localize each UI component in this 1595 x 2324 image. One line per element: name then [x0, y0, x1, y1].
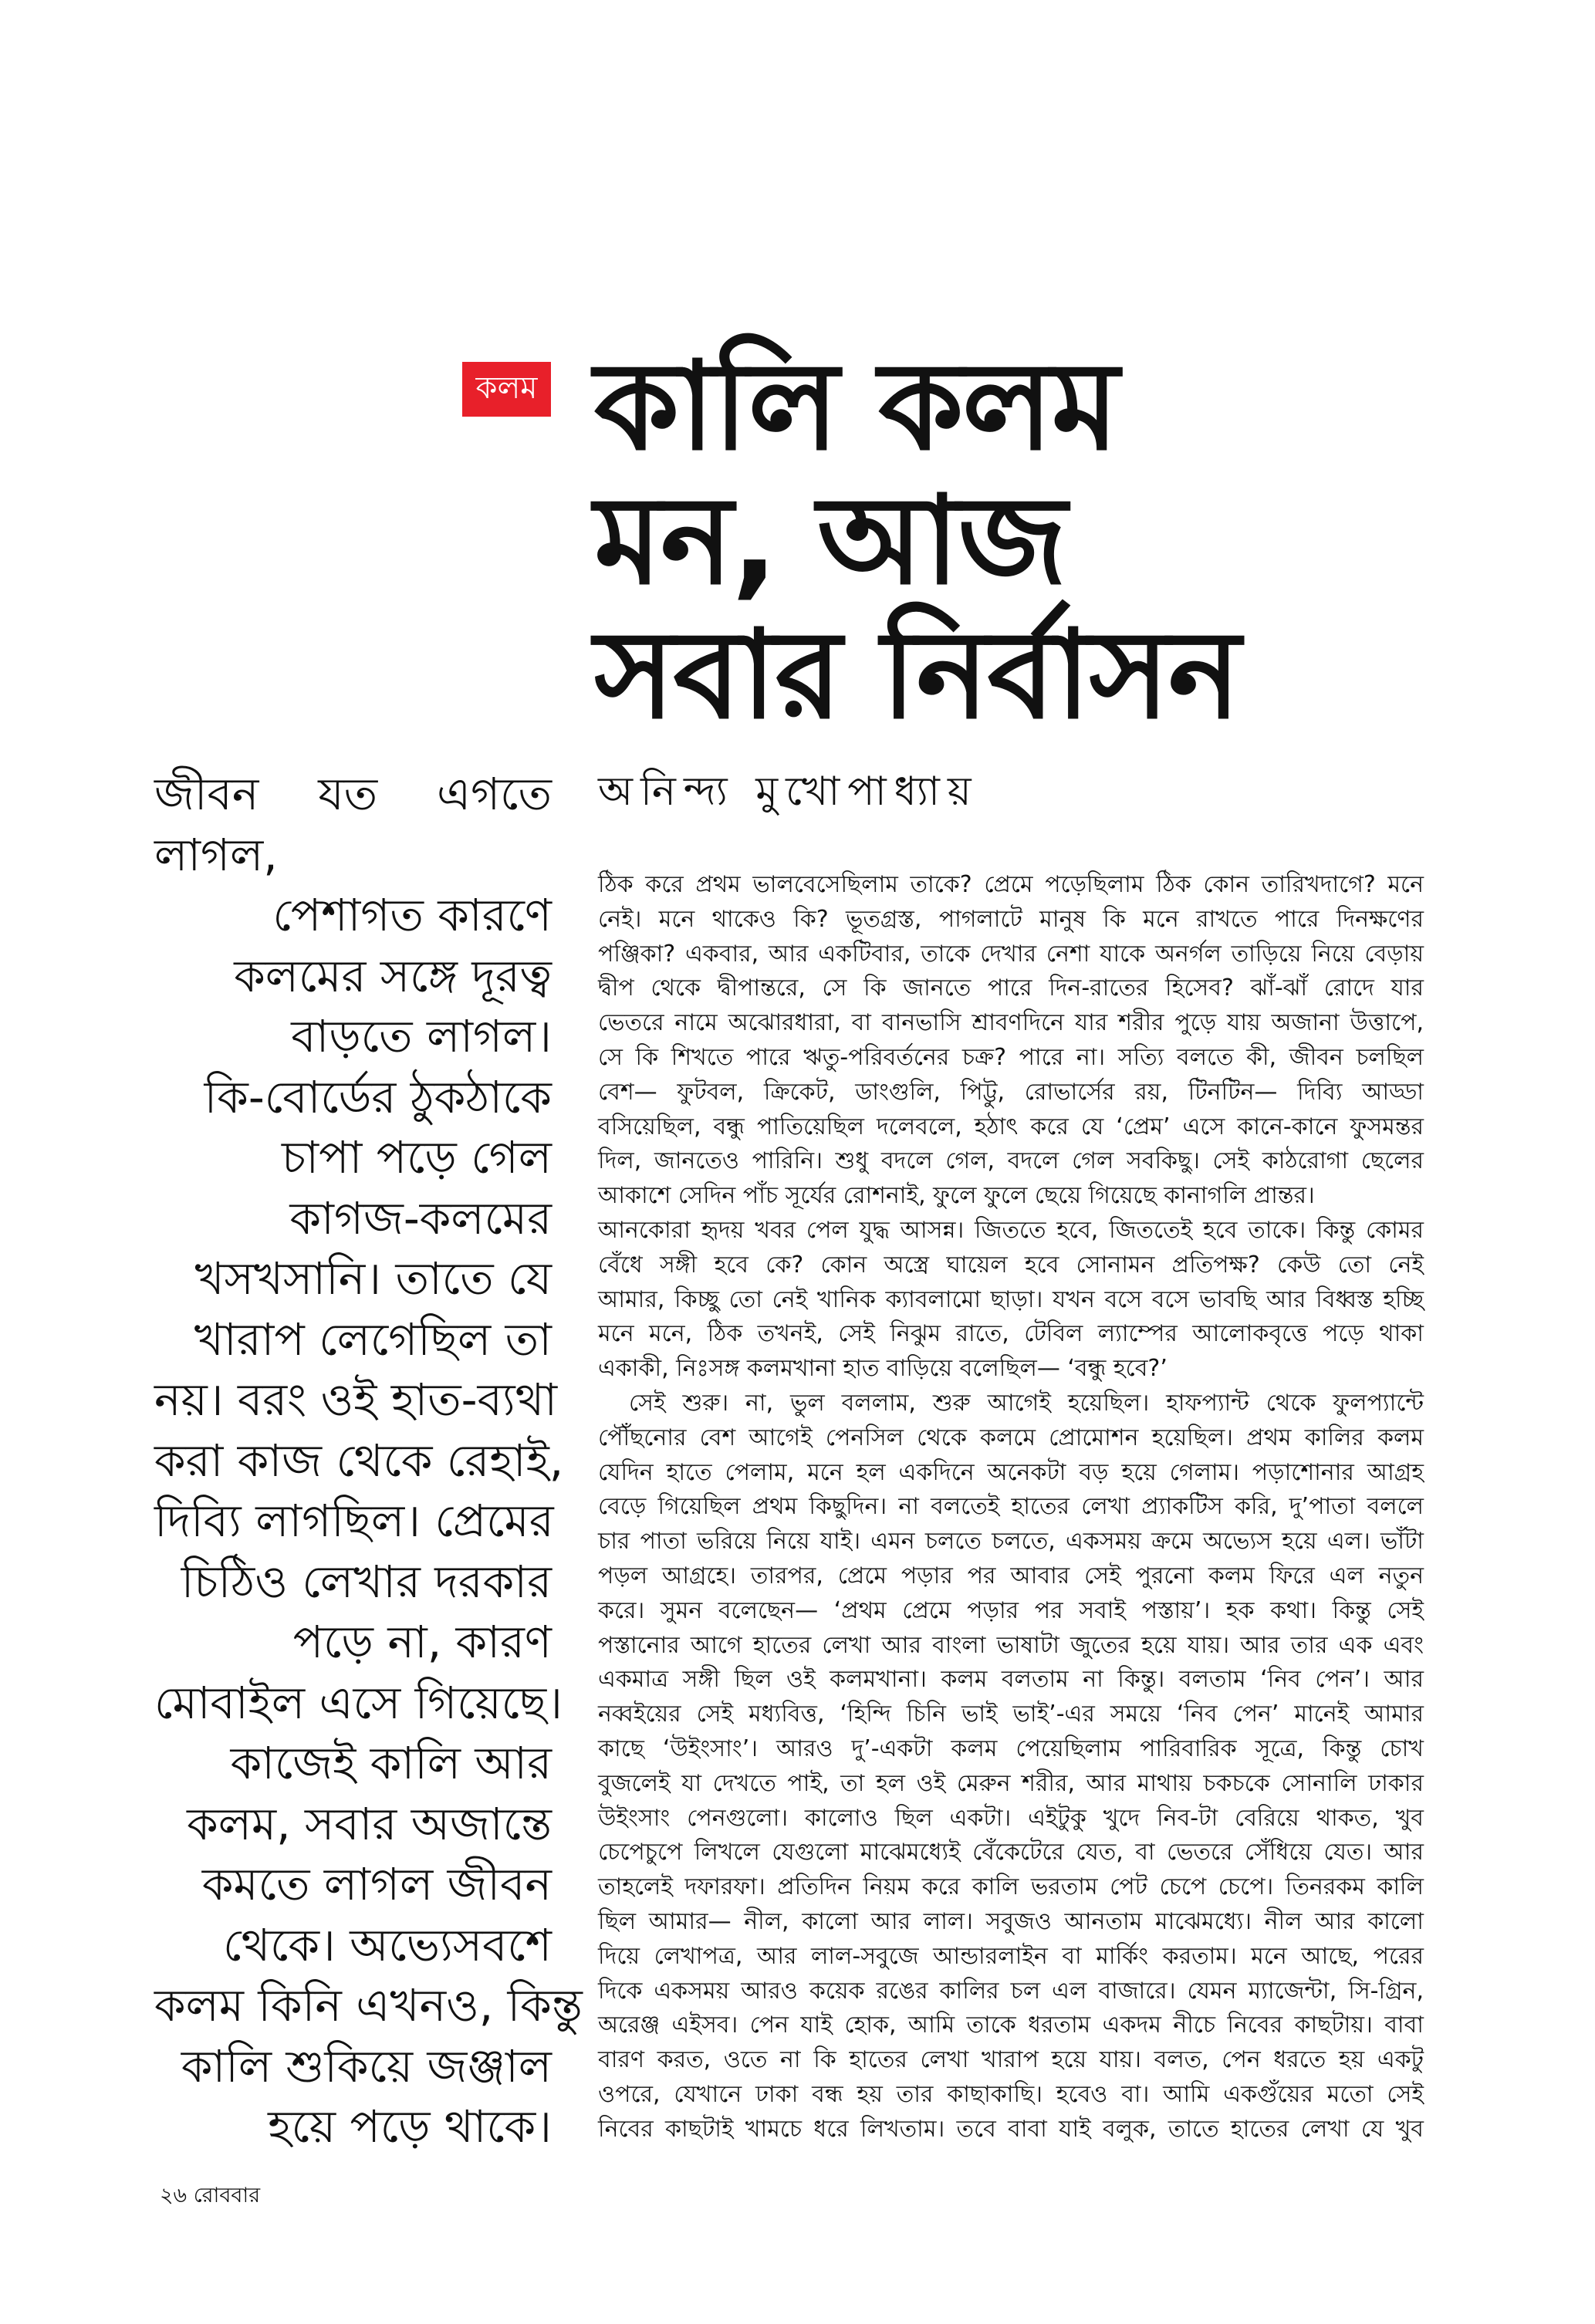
body-text-line: চেপেচুপে লিখলে যেগুলো মাঝেমধ্যেই বেঁকেটেরে যেত, বা ভেতরে সেঁধিয়ে যেত। আর [598, 1839, 1424, 1866]
body-text-line: করে। সুমন বলেছেন— ‘প্রথম প্রেমে পড়ার পর সবাই পস্তায়’। হক কথা। কিন্তু সেই [598, 1596, 1424, 1624]
body-text-line: একমাত্র সঙ্গী ছিল ওই কলমখানা। কলম বলতাম না কিন্তু। বলতাম ‘নিব পেন’। আর [598, 1666, 1424, 1694]
author-byline: অনিন্দ্য মুখোপাধ্যায় [598, 768, 979, 815]
pull-quote-line: পেশাগত কারণে [272, 889, 552, 941]
pull-quote [154, 764, 583, 2157]
body-text-line: পঞ্জিকা? একবার, আর একটিবার, তাকে দেখার নেশা যাকে অনর্গল তাড়িয়ে নিয়ে বেড়ায় [598, 940, 1424, 968]
body-text-line: ছিল আমার— নীল, কালো আর লাল। সবুজও আনতাম মাঝেমধ্যে। নীল আর কালো [598, 1907, 1424, 1935]
pull-quote-line: চাপা পড়ে গেল [281, 1131, 552, 1184]
body-text-line: বেড়ে গিয়েছিল প্রথম কিছুদিন। না বলতেই হাতের লেখা প্র্যাকটিস করি, দু’পাতা বললে [598, 1493, 1424, 1521]
pull-quote-line: কাজেই কালি আর [230, 1737, 552, 1789]
pull-quote-line: কমতে লাগল জীবন [201, 1858, 552, 1910]
body-text-line: পড়ল আগ্রহে। তারপর, প্রেমে পড়ার পর আবার সেই পুরনো কলম ফিরে এল নতুন [598, 1562, 1424, 1589]
body-text-line: বুজলেই যা দেখতে পাই, তা হল ওই মেরুন শরীর, আর মাথায় চকচকে সোনালি ঢাকার [598, 1769, 1424, 1797]
pull-quote-line: বাড়তে লাগল। [291, 1010, 552, 1062]
pull-quote-line: কালি শুকিয়ে জঞ্জাল [181, 2039, 552, 2093]
body-text-line: পৌঁছনোর বেশ আগেই পেনসিল থেকে কলমে প্রোমোশন হয়েছিল। প্রথম কালির কলম [598, 1424, 1424, 1451]
title-line: সবার নির্বাসন [594, 604, 1239, 746]
pull-quote-line: জীবন যত এগতে লাগল, [154, 768, 552, 881]
section-kicker: কলম [462, 362, 551, 417]
page-footer: ২৬ রোববার [160, 2184, 261, 2207]
pull-quote-line: কলম, সবার অজান্তে [187, 1797, 552, 1850]
body-text-line: বেঁধে সঙ্গী হবে কে? কোন অস্ত্রে ঘায়েল হবে সোনামন প্রতিপক্ষ? কেউ তো নেই [598, 1251, 1424, 1279]
body-text-line: দিয়ে লেখাপত্র, আর লাল-সবুজে আন্ডারলাইন বা মার্কিং করতাম। মনে আছে, পরের [598, 1942, 1424, 1970]
body-text-line: ঠিক করে প্রথম ভালবেসেছিলাম তাকে? প্রেমে পড়েছিলাম ঠিক কোন তারিখদাগে? মনে [598, 871, 1424, 898]
pull-quote-line: চিঠিও লেখার দরকার [181, 1555, 552, 1608]
body-text-line: ভেতরে নামে অঝোরধারা, বা বানভাসি শ্রাবণদিনে যার শরীর পুড়ে যায় অজানা উত্তাপে, [598, 1009, 1424, 1037]
pull-quote-line: থেকে। অভ্যেসবশে [223, 1918, 552, 1971]
body-text-line: বারণ করত, ওতে না কি হাতের লেখা খারাপ হয়ে যায়। বলত, পেন ধরতে হয় একটু [598, 2046, 1424, 2074]
article-body [598, 868, 1424, 2147]
pull-quote-line: কি-বোর্ডের ঠুকঠাকে [204, 1070, 552, 1123]
body-text-line: কাছে ‘উইংসাং’। আরও দু’-একটা কলম পেয়েছিলাম পারিবারিক সূত্রে, কিন্তু চোখ [598, 1735, 1424, 1762]
body-text-line: অরেঞ্জ এইসব। পেন যাই হোক, আমি তাকে ধরতাম একদম নীচে নিবের কাছটায়। বাবা [598, 2012, 1424, 2039]
body-text-line: আমার, কিচ্ছু তো নেই খানিক ক্যাবলামো ছাড়া। যখন বসে বসে ভাবছি আর বিধ্বস্ত হচ্ছি [598, 1285, 1424, 1313]
body-text-line: দিল, জানতেও পারিনি। শুধু বদলে গেল, বদলে গেল সবকিছু। সেই কাঠরোগা ছেলের [598, 1147, 1424, 1175]
pull-quote-line: খসখসানি। তাতে যে [194, 1252, 552, 1305]
pull-quote-line: কাগজ-কলমের [289, 1191, 552, 1245]
body-text-line: আনকোরা হৃদয় খবর পেল যুদ্ধ আসন্ন। জিততে হবে, জিততেই হবে তাকে। কিন্তু কোমর [598, 1216, 1424, 1244]
pull-quote-line: হয়ে পড়ে থাকে। [268, 2100, 552, 2153]
article-title [594, 336, 1520, 746]
body-text-line: উইংসাং পেনগুলো। কালোও ছিল একটা। এইটুকু খুদে নিব-টা বেরিয়ে থাকত, খুব [598, 1804, 1424, 1832]
body-text-line: সেই শুরু। না, ভুল বললাম, শুরু আগেই হয়েছিল। হাফপ্যান্ট থেকে ফুলপ্যান্টে [629, 1389, 1424, 1417]
body-text-line: একাকী, নিঃসঙ্গ কলমখানা হাত বাড়িয়ে বলেছিল— ‘বন্ধু হবে?’ [598, 1355, 1168, 1383]
body-text-line: পস্তানোর আগে হাতের লেখা আর বাংলা ভাষাটা জুতের হয়ে যায়। আর তার এক এবং [598, 1631, 1424, 1659]
pull-quote-line: মোবাইল এসে গিয়েছে। [154, 1676, 563, 1729]
body-text-line: চার পাতা ভরিয়ে নিয়ে যাই। এমন চলতে চলতে, একসময় ক্রমে অভ্যেস হয়ে এল। ভাঁটা [598, 1528, 1424, 1556]
pull-quote-line: কলমের সঙ্গে দূরত্ব [234, 949, 552, 1002]
pull-quote-line: নয়। বরং ওই হাত-ব্যথা [154, 1373, 558, 1426]
body-text-line: বেশ— ফুটবল, ক্রিকেট, ডাংগুলি, পিট্টু, রোভার্সের রয়, টিনটিন— দিব্যি আড্ডা [598, 1078, 1424, 1106]
title-line: মন, আজ [594, 470, 1066, 612]
body-text-line: নিবের কাছটাই খামচে ধরে লিখতাম। তবে বাবা যাই বলুক, তাতে হাতের লেখা যে খুব [598, 2115, 1424, 2143]
pull-quote-line: পড়ে না, কারণ [292, 1616, 552, 1668]
pull-quote-line: দিব্যি লাগছিল। প্রেমের [154, 1495, 554, 1547]
pull-quote-line: করা কাজ থেকে রেহাই, [154, 1434, 564, 1487]
title-line: কালি কলম [594, 336, 1118, 478]
body-text-line: ওপরে, যেখানে ঢাকা বন্ধ হয় তার কাছাকাছি। হবেও বা। আমি একগুঁয়ের মতো সেই [598, 2080, 1424, 2108]
body-text-line: তাহলেই দফারফা। প্রতিদিন নিয়ম করে কালি ভরতাম পেট চেপে চেপে। তিনরকম কালি [598, 1873, 1424, 1901]
body-text-line: মনে মনে, ঠিক তখনই, সেই নিঝুম রাতে, টেবিল ল্যাম্পের আলোকবৃত্তে পড়ে থাকা [598, 1320, 1424, 1348]
body-text-line: যেদিন হাতে পেলাম, মনে হল একদিনে অনেকটা বড় হয়ে গেলাম। পড়াশোনার আগ্রহ [598, 1458, 1424, 1486]
body-text-line: নব্বইয়ের সেই মধ্যবিত্ত, ‘হিন্দি চিনি ভাই ভাই’-এর সময়ে ‘নিব পেন’ মানেই আমার [598, 1701, 1424, 1728]
pull-quote-line: খারাপ লেগেছিল তা [194, 1312, 552, 1366]
body-text-line: আকাশে সেদিন পাঁচ সূর্যের রোশনাই, ফুলে ফুলে ছেয়ে গিয়েছে কানাগলি প্রান্তর। [598, 1182, 1315, 1210]
body-text-line: দিকে একসময় আরও কয়েক রঙের কালির চল এল বাজারে। যেমন ম্যাজেন্টা, সি-গ্রিন, [598, 1977, 1424, 2005]
body-text-line: দ্বীপ থেকে দ্বীপান্তরে, সে কি জানতে পারে দিন-রাতের হিসেব? ঝাঁ-ঝাঁ রোদে যার [598, 975, 1424, 1002]
pull-quote-line: কলম কিনি এখনও, কিন্তু [154, 1979, 583, 2032]
body-text-line: বসিয়েছিল, বন্ধু পাতিয়েছিল দলেবলে, হঠাৎ করে যে ‘প্রেম’ এসে কানে-কানে ফুসমন্তর [598, 1113, 1424, 1140]
body-text-line: সে কি শিখতে পারে ঋতু-পরিবর্তনের চক্র? পারে না। সত্যি বলতে কী, জীবন চলছিল [598, 1043, 1424, 1071]
body-text-line: নেই। মনে থাকেও কি? ভূতগ্রস্ত, পাগলাটে মানুষ কি মনে রাখতে পারে দিনক্ষণের [598, 905, 1424, 933]
